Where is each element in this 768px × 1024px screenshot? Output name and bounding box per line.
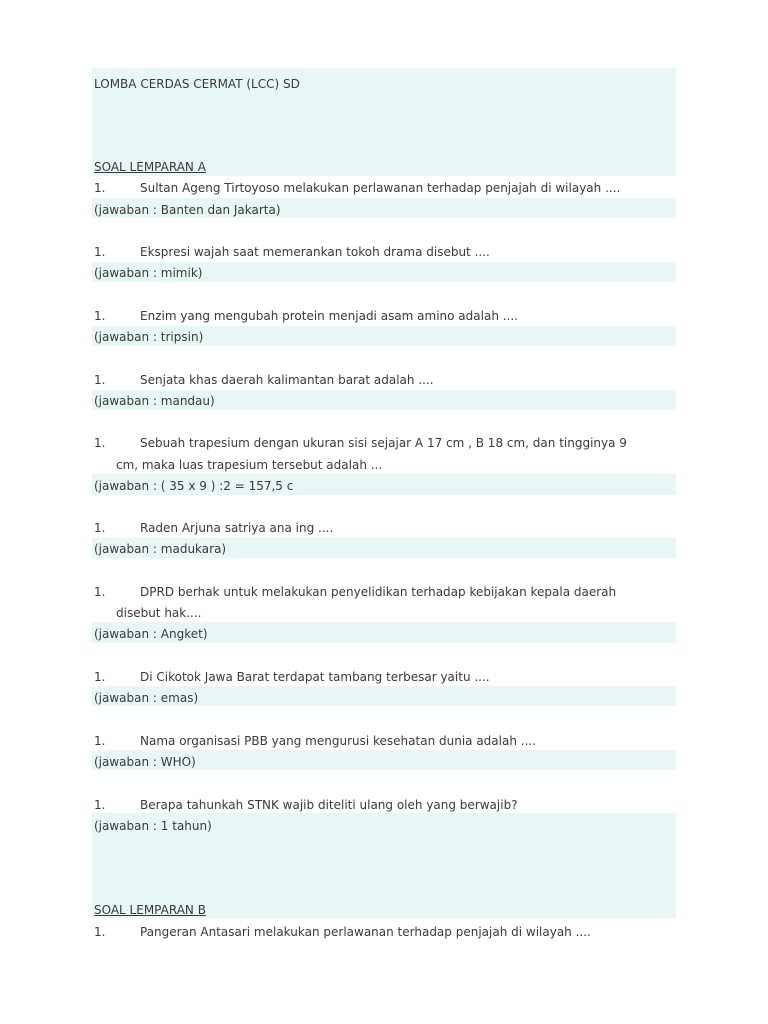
question bbox=[94, 435, 627, 451]
question-number: 1. bbox=[94, 436, 106, 450]
answer: (jawaban : ( 35 x 9 ) :2 = 157,5 c bbox=[94, 479, 294, 493]
question bbox=[94, 584, 616, 600]
answer: (jawaban : mandau) bbox=[94, 394, 215, 408]
question-text: Senjata khas daerah kalimantan barat adalah .... bbox=[140, 373, 434, 387]
answer: (jawaban : Angket) bbox=[94, 627, 208, 641]
answer: (jawaban : tripsin) bbox=[94, 330, 204, 344]
question-number: 1. bbox=[94, 521, 106, 535]
answer: (jawaban : 1 tahun) bbox=[94, 819, 212, 833]
question-number: 1. bbox=[94, 245, 106, 259]
question bbox=[94, 244, 490, 260]
question-text: Pangeran Antasari melakukan perlawanan terhadap penjajah di wilayah .... bbox=[140, 925, 591, 939]
question-number: 1. bbox=[94, 670, 106, 684]
question-number: 1. bbox=[94, 925, 106, 939]
question-text: Sebuah trapesium dengan ukuran sisi sejajar A 17 cm , B 18 cm, dan tingginya 9 bbox=[140, 436, 627, 450]
section-heading-b: SOAL LEMPARAN B bbox=[94, 903, 206, 917]
question bbox=[94, 669, 490, 685]
question bbox=[94, 308, 518, 324]
question-number: 1. bbox=[94, 181, 106, 195]
question bbox=[94, 733, 536, 749]
answer: (jawaban : mimik) bbox=[94, 266, 203, 280]
question-text: Sultan Ageng Tirtoyoso melakukan perlawanan terhadap penjajah di wilayah .... bbox=[140, 181, 621, 195]
question-text: Raden Arjuna satriya ana ing .... bbox=[140, 521, 334, 535]
question-number: 1. bbox=[94, 309, 106, 323]
question-text: Di Cikotok Jawa Barat terdapat tambang terbesar yaitu .... bbox=[140, 670, 490, 684]
answer: (jawaban : WHO) bbox=[94, 755, 196, 769]
question-number: 1. bbox=[94, 585, 106, 599]
question bbox=[94, 924, 591, 940]
section-heading-a: SOAL LEMPARAN A bbox=[94, 160, 206, 174]
document-title: LOMBA CERDAS CERMAT (LCC) SD bbox=[94, 77, 300, 91]
answer: (jawaban : emas) bbox=[94, 691, 199, 705]
question-text: Enzim yang mengubah protein menjadi asam amino adalah .... bbox=[140, 309, 518, 323]
question-text: Nama organisasi PBB yang mengurusi kesehatan dunia adalah .... bbox=[140, 734, 537, 748]
answer: (jawaban : Banten dan Jakarta) bbox=[94, 203, 281, 217]
question-text: Ekspresi wajah saat memerankan tokoh drama disebut .... bbox=[140, 245, 490, 259]
question-number: 1. bbox=[94, 798, 106, 812]
question bbox=[94, 797, 518, 813]
question-text: DPRD berhak untuk melakukan penyelidikan terhadap kebijakan kepala daerah bbox=[140, 585, 617, 599]
answer: (jawaban : madukara) bbox=[94, 542, 227, 556]
question-text: Berapa tahunkah STNK wajib diteliti ulang oleh yang berwajib? bbox=[140, 798, 518, 812]
question-text-continued: cm, maka luas trapesium tersebut adalah ... bbox=[116, 458, 383, 472]
question bbox=[94, 180, 620, 196]
question bbox=[94, 520, 333, 536]
question bbox=[94, 372, 434, 388]
question-text-continued: disebut hak.... bbox=[116, 606, 202, 620]
question-number: 1. bbox=[94, 734, 106, 748]
question-number: 1. bbox=[94, 373, 106, 387]
